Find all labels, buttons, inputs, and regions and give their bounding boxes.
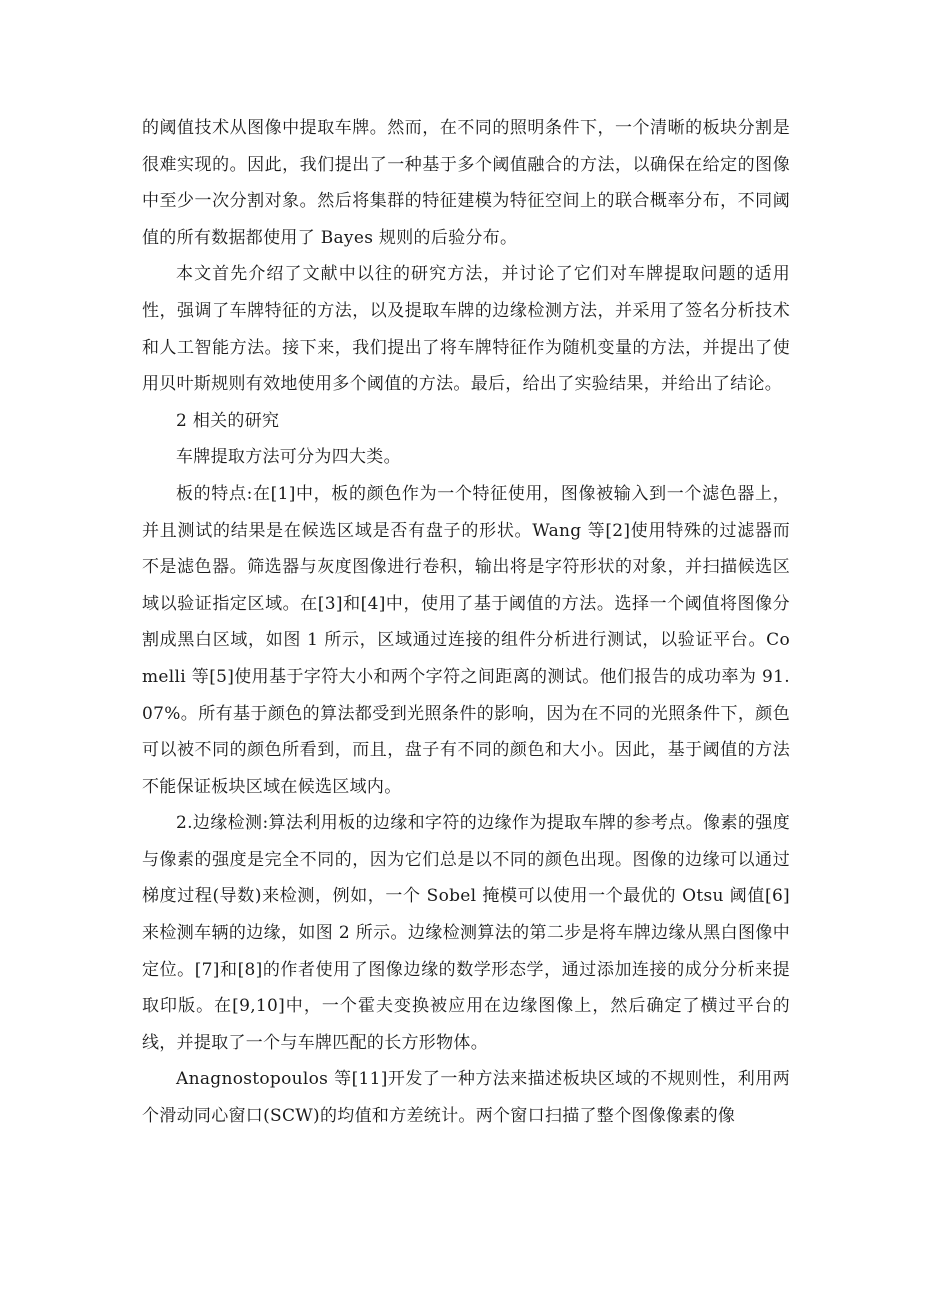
paragraph-edge-detection: 2.边缘检测:算法利用板的边缘和字符的边缘作为提取车牌的参考点。像素的强度与像素的强度是完全不同的，因为它们总是以不同的颜色出现。图像的边缘可以通过梯度过程(导数)来检测，例如，一个 Sobel 掩模可以使用一个最优的 Otsu 阈值[6]来检测车辆的边缘，如图 2 所示。边缘检测算法的第二步是将车牌边缘从黑白图像中定位。[7]和[8]的作者使用了图像边缘的数学形态学，通过添加连接的成分分析来提取印版。在[9,10]中，一个霍夫变换被应用在边缘图像上，然后确定了横过平台的线，并提取了一个与车牌匹配的长方形物体。 xyxy=(142,813,790,1053)
paragraph-intro: 本文首先介绍了文献中以往的研究方法，并讨论了它们对车牌提取问题的适用性，强调了车牌特征的方法，以及提取车牌的边缘检测方法，并采用了签名分析技术和人工智能方法。接下来，我们提出了将车牌特征作为随机变量的方法，并提出了使用贝叶斯规则有效地使用多个阈值的方法。最后，给出了实验结果，并给出了结论。 xyxy=(142,264,790,395)
paragraph-anagnostopoulos: Anagnostopoulos 等[11]开发了一种方法来描述板块区域的不规则性，利用两个滑动同心窗口(SCW)的均值和方差统计。两个窗口扫描了整个图像像素的像 xyxy=(142,1069,790,1127)
section-heading: 2 相关的研究 xyxy=(176,410,280,431)
paragraph-continued: 的阈值技术从图像中提取车牌。然而，在不同的照明条件下，一个清晰的板块分割是很难实现的。因此，我们提出了一种基于多个阈值融合的方法，以确保在给定的图像中至少一次分割对象。然后将集群的特征建模为特征空间上的联合概率分布，不同阈值的所有数据都使用了 Bayes 规则的后验分布。 xyxy=(142,118,790,248)
document-body xyxy=(142,110,790,1135)
paragraph-plate-features: 板的特点:在[1]中，板的颜色作为一个特征使用，图像被输入到一个滤色器上，并且测试的结果是在候选区域是否有盘子的形状。Wang 等[2]使用特殊的过滤器而不是滤色器。筛选器与灰度图像进行卷积，输出将是字符形状的对象，并扫描候选区域以验证指定区域。在[3]和[4]中，使用了基于阈值的方法。选择一个阈值将图像分割成黑白区域，如图 1 所示，区域通过连接的组件分析进行测试，以验证平台。Comelli 等[5]使用基于字符大小和两个字符之间距离的测试。他们报告的成功率为 91.07%。所有基于颜色的算法都受到光照条件的影响，因为在不同的光照条件下，颜色可以被不同的颜色所看到，而且，盘子有不同的颜色和大小。因此，基于阈值的方法不能保证板块区域在候选区域内。 xyxy=(142,483,790,797)
paragraph-categories: 车牌提取方法可分为四大类。 xyxy=(176,447,401,468)
